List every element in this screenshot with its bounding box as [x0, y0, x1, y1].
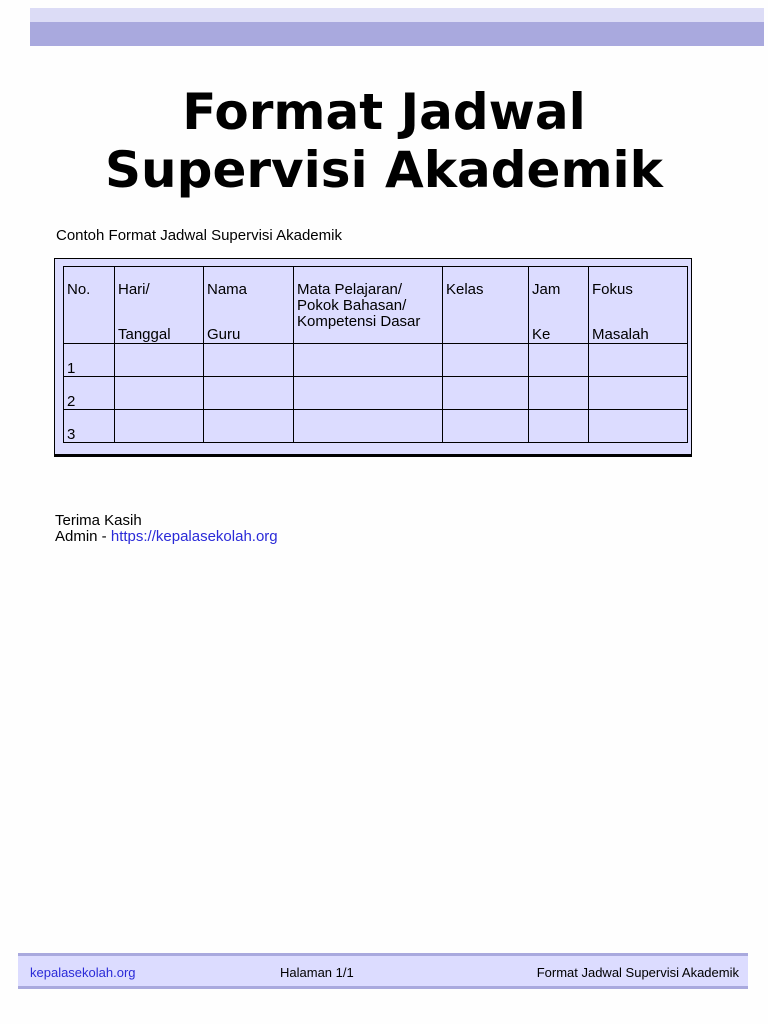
header-cell-fokus	[589, 267, 688, 344]
table-cell	[529, 410, 589, 443]
header-masalah: Masalah	[592, 326, 649, 343]
thanks-text: Terima Kasih	[55, 512, 142, 529]
header-nama: Nama	[207, 281, 248, 298]
header-cell-kelas	[443, 267, 529, 344]
table-cell	[64, 377, 115, 410]
header-ke: Ke	[532, 326, 551, 343]
schedule-table	[63, 266, 688, 443]
table-cell	[294, 410, 443, 443]
table-cell	[529, 377, 589, 410]
header-no: No.	[67, 281, 91, 298]
table-cell	[64, 410, 115, 443]
header-guru: Guru	[207, 326, 241, 343]
table-cell	[204, 377, 294, 410]
admin-link[interactable]: https://kepalasekolah.org	[110, 528, 278, 545]
page-title-line-2: Supervisi Akademik	[105, 141, 663, 199]
table-row	[64, 410, 688, 443]
table-cell	[64, 344, 115, 377]
table-cell	[529, 344, 589, 377]
footer-doc-title: Format Jadwal Supervisi Akademik	[536, 965, 739, 980]
footer-site-link[interactable]: kepalasekolah.org	[30, 965, 136, 980]
document-subtitle: Contoh Format Jadwal Supervisi Akademik	[56, 227, 342, 244]
table-cell	[589, 410, 688, 443]
header-cell-hari	[115, 267, 204, 344]
page-title-line-1: Format Jadwal	[182, 83, 586, 141]
table-cell	[115, 410, 204, 443]
page-title	[0, 83, 768, 199]
schedule-table-frame	[54, 258, 692, 457]
footer-page-number: Halaman 1/1	[280, 965, 354, 980]
header-tanggal: Tanggal	[118, 326, 171, 343]
header-cell-jam	[529, 267, 589, 344]
table-cell	[115, 344, 204, 377]
header-cell-no	[64, 267, 115, 344]
footer-rule-bottom	[18, 986, 748, 989]
table-cell	[204, 344, 294, 377]
closing-block	[55, 513, 278, 545]
table-cell	[443, 344, 529, 377]
table-cell	[294, 344, 443, 377]
admin-line	[55, 529, 278, 545]
table-cell	[589, 377, 688, 410]
header-jam: Jam	[532, 281, 561, 298]
table-cell	[204, 410, 294, 443]
header-fokus: Fokus	[592, 281, 633, 298]
table-row	[64, 377, 688, 410]
table-cell	[589, 344, 688, 377]
table-cell	[115, 377, 204, 410]
table-cell	[443, 410, 529, 443]
admin-prefix: Admin -	[55, 528, 111, 545]
header-cell-nama	[204, 267, 294, 344]
row-number: 2	[67, 393, 76, 410]
header-hari: Hari/	[118, 281, 150, 298]
header-cell-mapel	[294, 267, 443, 344]
header-mata-pelajaran: Mata Pelajaran/ Pokok Bahasan/ Kompetensi Dasar	[297, 281, 421, 330]
table-header-row	[64, 267, 688, 344]
table-cell	[443, 377, 529, 410]
header-kelas: Kelas	[446, 281, 484, 298]
table-row	[64, 344, 688, 377]
row-number: 1	[67, 360, 76, 377]
table-cell	[294, 377, 443, 410]
header-band-dark	[30, 22, 764, 46]
row-number: 3	[67, 426, 76, 443]
header-band-light	[30, 8, 764, 22]
